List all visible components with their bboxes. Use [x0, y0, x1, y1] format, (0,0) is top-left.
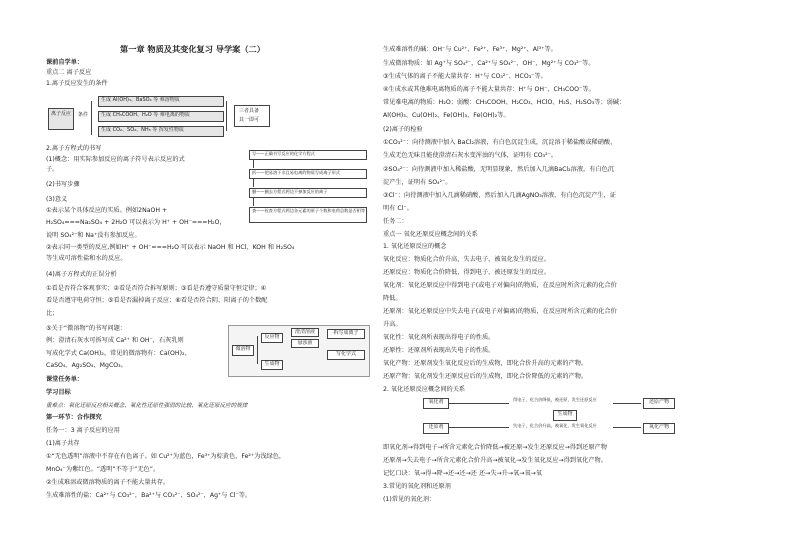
text-line: ②生成难溶或微溶物质的离子不能大量共存。 [46, 479, 170, 486]
text-line: 降低。 [383, 295, 402, 302]
text-line: 生成无色无味且能使澄清石灰水变浑浊的气体，证明有 CO₃²⁻。 [383, 152, 558, 159]
text-line: H₂SO₄===Na₂SO₄ + 2H₂O 可以表示为 H⁺ + OH⁻===H₂O， [46, 219, 226, 226]
connector [91, 101, 92, 135]
text-line: 3.常见的氧化剂和还原剂 [383, 483, 451, 490]
text-line: 例：澄清石灰水可拆写成 Ca²⁺ 和 OH⁻，石灰乳则 [46, 337, 184, 344]
text-line: ②表示同一类型的反应,例如H⁺ + OH⁻===H₂O 可以表示 NaOH 和 HCl、KOH 和 H₂SO₄ [46, 244, 295, 251]
text-line: 还原产物：氧化剂发生还原反应后的生成物，即化合价降低的元素的产物。 [383, 373, 588, 380]
diagram-node: 还原产物 [643, 398, 675, 409]
text-line: Al(OH)₃、Cu(OH)₂、Fe(OH)₃、Fe(OH)₂等。 [383, 112, 510, 119]
text-line: 常见难电离的物质：H₂O；弱酸：CH₃COOH、H₂CO₃、HClO、H₂S、H₂SO₃等；弱碱： [383, 99, 626, 106]
diagram-node: 生成 CH₃COOH、H₂O 等 难电离的物质 [98, 111, 224, 122]
step-node: 查——检查方程式两边各元素的原子个数和电荷总数是否相等 [249, 207, 367, 223]
diagram-node: 离子反应 [48, 108, 74, 130]
text-line: 生成难溶性的碱：OH⁻与 Cu²⁺、Fe²⁺、Fe³⁺、Mg²⁺、Al³⁺等。 [383, 46, 557, 53]
text-line: (2)离子的检验 [383, 126, 423, 133]
text-line: 还原反应：物质化合价降低，得到电子，被还原发生的反应。 [383, 269, 551, 276]
diagram-node: 写化学式 [327, 350, 365, 360]
text-line: (4)离子方程式的正误分析 [46, 271, 117, 278]
diagram-node: 三者具备 其一即可 [234, 105, 270, 127]
redox-relation-diagram [423, 396, 693, 438]
diagram-node: 生成物 [553, 410, 577, 421]
text-line: ④生成水或其他难电离物质的离子不能大量共存：H⁺与 OH⁻、CH₃COO⁻等。 [383, 86, 595, 93]
connector [253, 160, 254, 168]
text-line: 子。 [46, 166, 59, 173]
text-line: 记忆口诀：氧→得→降→还→还→还 还→失→升→氧→氧→氧 [383, 470, 542, 477]
text-line: 还原性：还原剂所表现出失电子的性质。 [383, 347, 495, 354]
text-line: ①CO₃²⁻：向待测液中加入 BaCl₂溶液，有白色沉淀生成，沉淀溶于稀盐酸或稀硝酸， [383, 139, 617, 146]
text-line: 氧化剂：氧化还原反应中得到电子(或电子对偏向)的物质，在反应时所含元素的化合价 [383, 282, 617, 289]
connector [613, 403, 641, 404]
text-line: ③Cl⁻：向待测液中加入几滴稀硝酸，然后加入几滴AgNO₃溶液，有白色沉淀产生，证 [383, 192, 616, 199]
text-line: 等生成可溶性盐和水的反应。 [46, 255, 127, 262]
text-line: (1)常见的氧化剂： [383, 496, 436, 503]
text-line: 2. 氧化还原反应概念间的关系 [383, 386, 466, 393]
text-line: 还原剂→失去电子→所含元素化合价升高→被氧化→发生氧化反应→得到氧化产物。 [383, 457, 607, 464]
writing-steps-diagram [249, 150, 367, 232]
text-line: 写成化学式 Ca(OH)₂。常见的微溶物有：Ca(OH)₂、 [46, 350, 191, 357]
text-line: ①“无色透明”溶液中不存在有色离子。如 Cu²⁺为蓝色，Fe³⁺为棕黄色，Fe²⁺为浅绿色， [46, 453, 286, 460]
text-line: 任务一：3 离子反应的应用 [46, 427, 120, 434]
diagram-node: 微溶物 [232, 345, 254, 356]
connector [449, 427, 509, 428]
text-line: 1. 氧化还原反应的概念 [383, 243, 447, 250]
text-line: 氧化性：氧化剂所表现出得电子的性质。 [383, 334, 495, 341]
section-heading: 学习目标 [46, 389, 71, 396]
text-line: 氧化反应：物质化合价升高，失去电子，被氧化发生的反应。 [383, 256, 551, 263]
text-line: 淀产生，证明有 SO₄²⁻。 [383, 179, 452, 186]
text-line: 还原剂：氧化还原反应中失去电子(或电子对偏离)的物质，在反应时所含元素的化合价 [383, 308, 617, 315]
text-line: (2)书写步骤 [46, 181, 80, 188]
connector [253, 179, 254, 187]
connector [613, 427, 641, 428]
step-node: 拆——把易溶于水且易电离的物质写成离子形式 [249, 169, 367, 179]
connector [226, 101, 227, 131]
diagram-node: 还原剂 [423, 423, 449, 434]
diagram-node: 氧化剂 [423, 398, 449, 409]
text-line: 重点二 离子反应 [46, 69, 92, 76]
diagram-node: 氧化产物 [643, 423, 675, 434]
text-line: ②SO₄²⁻：向待测液中加入稀盐酸，无明显现象，然后加入几滴BaCl₂溶液，有白色沉 [383, 166, 614, 173]
text-line: 看是否遵守电荷守恒；⑤看是否漏掉离子反应；⑥看是否符合阴、阳离子的个数配 [46, 297, 268, 304]
text-line: CaSO₄、Ag₂SO₄、MgCO₃。 [46, 362, 127, 369]
diagram-node: 生成 CO₂、SO₂、NH₃ 等 挥发性物质 [98, 126, 224, 137]
diagram-node: 生成物 [261, 360, 283, 370]
diagram-node: 悬浊液 [291, 339, 319, 348]
text-line: 生成微溶物质：如 Ag⁺与 SO₄²⁻，Ca²⁺与 SO₄²⁻、OH⁻，Mg²⁺与 CO₃²⁻等。 [383, 60, 595, 67]
text-line: ①表示某个具体反应的实质。例如2NaOH + [46, 207, 168, 214]
diagram-label: 条件 [78, 112, 89, 118]
text-line: 比； [46, 310, 59, 317]
section-heading: 课前自学单： [46, 59, 84, 66]
text-line: 生成难溶性的盐：Ca²⁺与 CO₃²⁻，Ba²⁺与 CO₃²⁻、SO₄²⁻，Ag⁺与 Cl⁻等。 [46, 492, 252, 499]
connector [449, 403, 509, 404]
diagram-node: 澄清溶液 [291, 328, 319, 337]
text-line: 2.离子方程式的书写 [46, 145, 102, 152]
text-line: (1)概念：用实际参加反应的离子符号表示反应的式 [46, 156, 185, 163]
diagram-node: 拆写成离子 [327, 329, 365, 339]
section-heading: 第一环节：合作探究 [46, 414, 102, 421]
arrow-label: 失电子，化合价升高，被氧化，发生氧化反应 [513, 423, 597, 428]
reaction-condition-diagram [46, 96, 286, 141]
text-line: (1)离子共存 [46, 440, 80, 447]
step-node: 写——正确书写反应的化学方程式 [249, 150, 367, 160]
text-line: 氧化产物：还原剂发生氧化反应后的生成物，即化合价升高的元素的产物。 [383, 360, 588, 367]
text-line: 明有 Cl⁻。 [383, 205, 413, 212]
section-heading: 课堂任务单： [46, 376, 84, 383]
step-node: 删——删去方程式两边不参加反应的离子 [249, 188, 367, 198]
text-line: 即氧化剂→得到电子→所含元素化合价降低→被还原→发生还原反应→得到还原产物 [383, 444, 607, 451]
text-line: 说明 SO₄²⁻和 Na⁺没有参加反应。 [46, 232, 141, 239]
page-title: 第一章 物质及其变化复习 导学案（二） [120, 44, 265, 54]
text-line: MnO₄⁻为紫红色。“透明”不等于“无色”。 [46, 466, 160, 473]
text-line: 重点一 氧化还原反应概念间的关系 [383, 231, 478, 238]
text-line: 任务二： [383, 218, 408, 225]
text-line: ③生成气体的离子不能大量共存：H⁺与 CO₃²⁻、HCO₃⁻等。 [383, 73, 547, 80]
text-line: 1.离子反应发生的条件 [46, 80, 108, 87]
text-line: 升高。 [383, 321, 402, 328]
diagram-node: 反应物 [261, 333, 283, 343]
text-line: 重难点：氧化还原反应相关概念、氧化性还原性强弱的比较、氧化还原反应的规律 [46, 403, 248, 409]
diagram-node: 生成 Al(OH)₃、BaSO₄ 等 难溶物质 [98, 96, 224, 107]
microsoluble-diagram [228, 325, 370, 377]
text-line: ⑤关于“微溶物”的书写问题： [46, 325, 127, 332]
connector [253, 198, 254, 206]
connector [257, 336, 258, 364]
arrow-label: 得电子，化合价降低，被还原，发生还原反应 [513, 397, 597, 402]
text-line: ①看是否符合客观事实；②看是否符合拆写原则；③看是否遵守质量守恒定律；④ [46, 285, 267, 292]
text-line: (3)意义 [46, 196, 68, 203]
